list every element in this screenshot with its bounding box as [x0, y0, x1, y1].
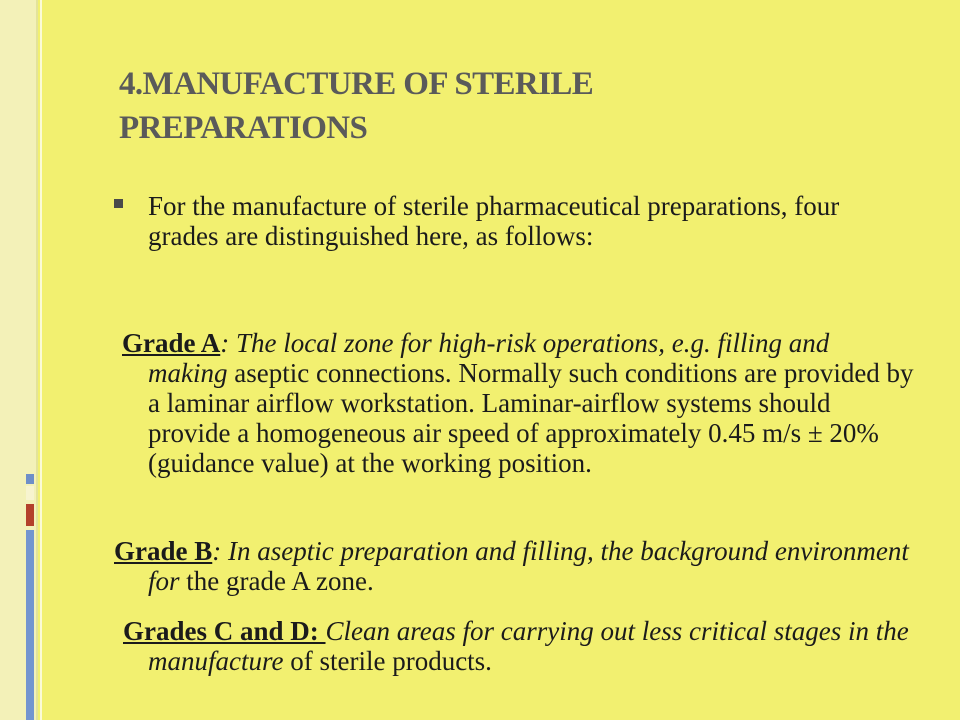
slide-title-line1: 4.MANUFACTURE OF STERILE: [119, 66, 594, 102]
grade-b-paragraph: [114, 536, 914, 596]
left-decor-line: [36, 0, 38, 720]
accent-bar-cream: [26, 486, 34, 500]
bullet-text: For the manufacture of sterile pharmaceutical preparations, four grades are distinguished here, as follows:: [148, 191, 840, 251]
grades-cd-label: Grades C and D:: [123, 616, 326, 646]
grade-b-sep: :: [212, 536, 228, 566]
accent-bar-blue-top: [26, 474, 34, 484]
grade-a-sep: :: [220, 328, 236, 358]
grade-a-paragraph: [114, 328, 914, 478]
grade-a-italic-text: The local zone for high-risk operations, e.g. filling and making: [148, 328, 830, 388]
slide-title-line2: PREPARATIONS: [119, 110, 368, 146]
slide-title: [119, 62, 899, 150]
grades-cd-paragraph: [114, 616, 914, 676]
grade-a-text: aseptic connections. Normally such conditions are provided by a laminar airflow workstation. Laminar-airflow systems should provide a homogeneous air speed of approximately 0.45 m/s ± 20% (guidance value) at the working position.: [148, 358, 914, 478]
grade-b-label: Grade B: [114, 536, 213, 566]
accent-bar-red: [26, 504, 34, 526]
grades-cd-italic-text: Clean areas for carrying out less critical stages in the manufacture: [148, 616, 909, 676]
grade-b-text: the grade A zone.: [179, 566, 374, 596]
left-decor-line-light: [40, 0, 42, 720]
grades-cd-text: of sterile products.: [283, 646, 492, 676]
grade-b-italic-text: In aseptic preparation and filling, the background environment for: [148, 536, 909, 596]
square-bullet-icon: [114, 199, 123, 208]
grade-a-label: Grade A: [122, 328, 221, 358]
accent-bar-blue: [26, 530, 34, 720]
